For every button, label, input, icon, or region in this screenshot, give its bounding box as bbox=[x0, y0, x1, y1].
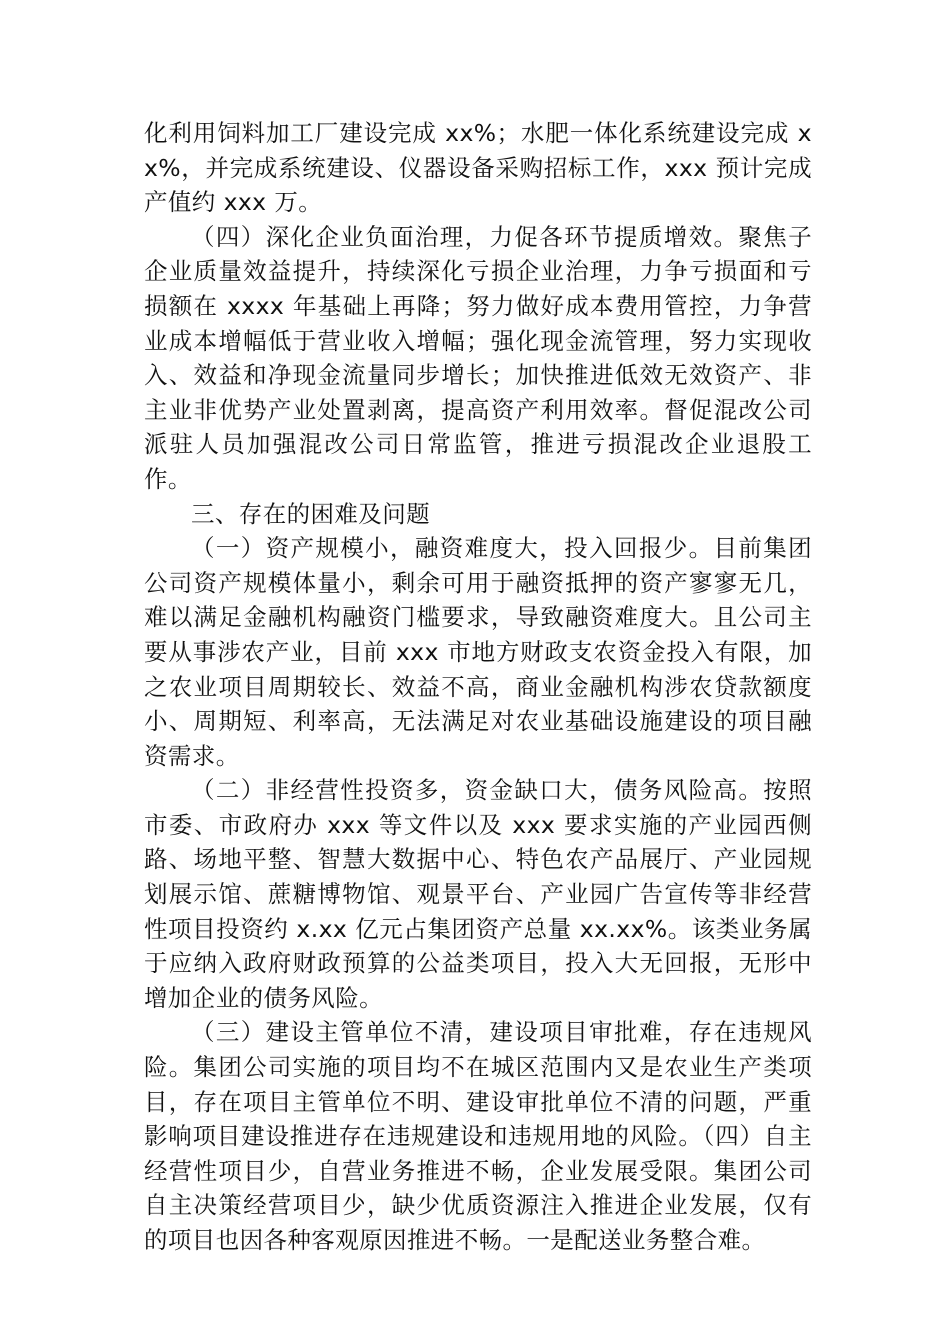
paragraph-problem-1: （一）资产规模小，融资难度大，投入回报少。目前集团公司资产规模体量小，剩余可用于融资抵押的资产寥寥无几，难以满足金融机构融资门槛要求，导致融资难度大。且公司主要从事涉农产业，目前 xxx 市地方财政支农资金投入有限，加之农业项目周期较长、效益不高，商业金融机构涉农贷款额度小、周期短、利率高，无法满足对农业基础设施建设的项目融资需求。 bbox=[144, 534, 812, 770]
paragraph-section-4-governance: （四）深化企业负面治理，力促各环节提质增效。聚焦子企业质量效益提升，持续深化亏损企业治理，力争亏损面和亏损额在 xxxx 年基础上再降；努力做好成本费用管控，力争营业成本增幅低于营业收入增幅；强化现金流管理，努力实现收入、效益和净现金流量同步增长；加快推进低效无效资产、非主业非优势产业处置剥离，提高资产利用效率。督促混改公司派驻人员加强混改公司日常监管，推进亏损混改企业退股工作。 bbox=[144, 222, 812, 493]
paragraph-problem-2: （二）非经营性投资多，资金缺口大，债务风险高。按照市委、市政府办 xxx 等文件以及 xxx 要求实施的产业园西侧路、场地平整、智慧大数据中心、特色农产品展厅、产业园规划展示馆、蔗糖博物馆、观景平台、产业园广告宣传等非经营性项目投资约 x.xx 亿元占集团资产总量 xx.xx%。该类业务属于应纳入政府财政预算的公益类项目，投入大无回报，无形中增加企业的债务风险。 bbox=[144, 776, 812, 1012]
paragraph-continuation: 化利用饲料加工厂建设完成 xx%；水肥一体化系统建设完成 xx%，并完成系统建设、仪器设备采购招标工作，xxx 预计完成产值约 xxx 万。 bbox=[144, 119, 812, 217]
paragraph-problem-3: （三）建设主管单位不清，建设项目审批难，存在违规风险。集团公司实施的项目均不在城区范围内又是农业生产类项目，存在项目主管单位不明、建设审批单位不清的问题，严重影响项目建设推进存在违规建设和违规用地的风险。（四）自主经营性项目少，自营业务推进不畅，企业发展受限。集团公司自主决策经营项目少，缺少优质资源注入推进企业发展，仅有的项目也因各种客观原因推进不畅。一是配送业务整合难。 bbox=[144, 1018, 812, 1254]
document-body bbox=[144, 116, 812, 1258]
section-heading-problems: 三、存在的困难及问题 bbox=[191, 499, 430, 528]
